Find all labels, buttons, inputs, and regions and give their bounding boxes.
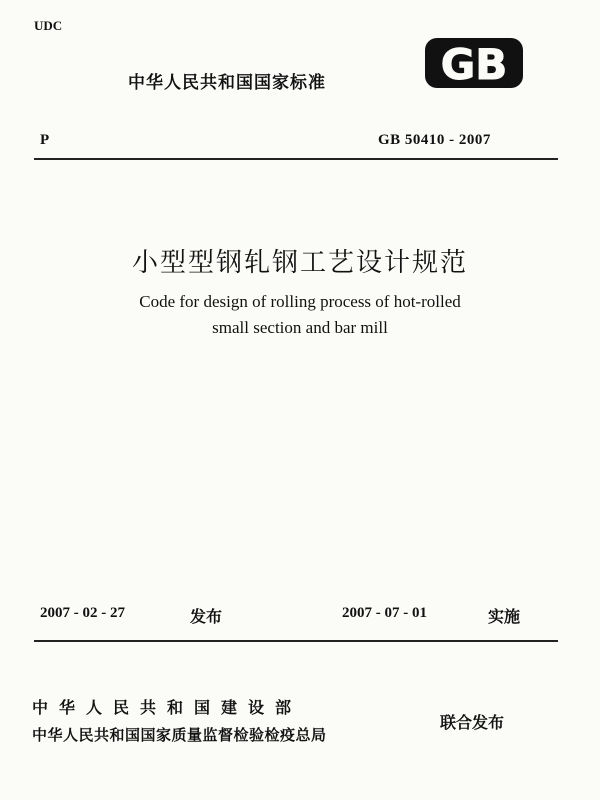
publisher-aqsiq: 中华人民共和国国家质量监督检验检疫总局 xyxy=(32,726,327,744)
standard-code: GB 50410 - 2007 xyxy=(378,132,491,148)
classification-code: P xyxy=(40,132,50,148)
publisher-ministry: 中华人民共和国建设部 xyxy=(32,698,303,717)
title-english-line1: Code for design of rolling process of hot-rolled xyxy=(139,292,461,311)
bottom-divider xyxy=(34,640,558,642)
standard-type: 中华人民共和国国家标准 xyxy=(128,73,326,93)
gb-logo xyxy=(424,37,524,93)
implement-label: 实施 xyxy=(488,607,521,626)
issue-label: 发布 xyxy=(190,607,223,626)
joint-issue-label: 联合发布 xyxy=(440,713,505,732)
udc-label: UDC xyxy=(34,18,63,33)
svg-text:GB: GB xyxy=(440,40,508,89)
implement-date: 2007 - 07 - 01 xyxy=(342,605,427,621)
title-chinese: 小型型钢轧钢工艺设计规范 xyxy=(131,248,468,278)
issue-date: 2007 - 02 - 27 xyxy=(40,605,125,621)
title-english-line2: small section and bar mill xyxy=(212,318,388,337)
top-divider xyxy=(34,158,558,160)
